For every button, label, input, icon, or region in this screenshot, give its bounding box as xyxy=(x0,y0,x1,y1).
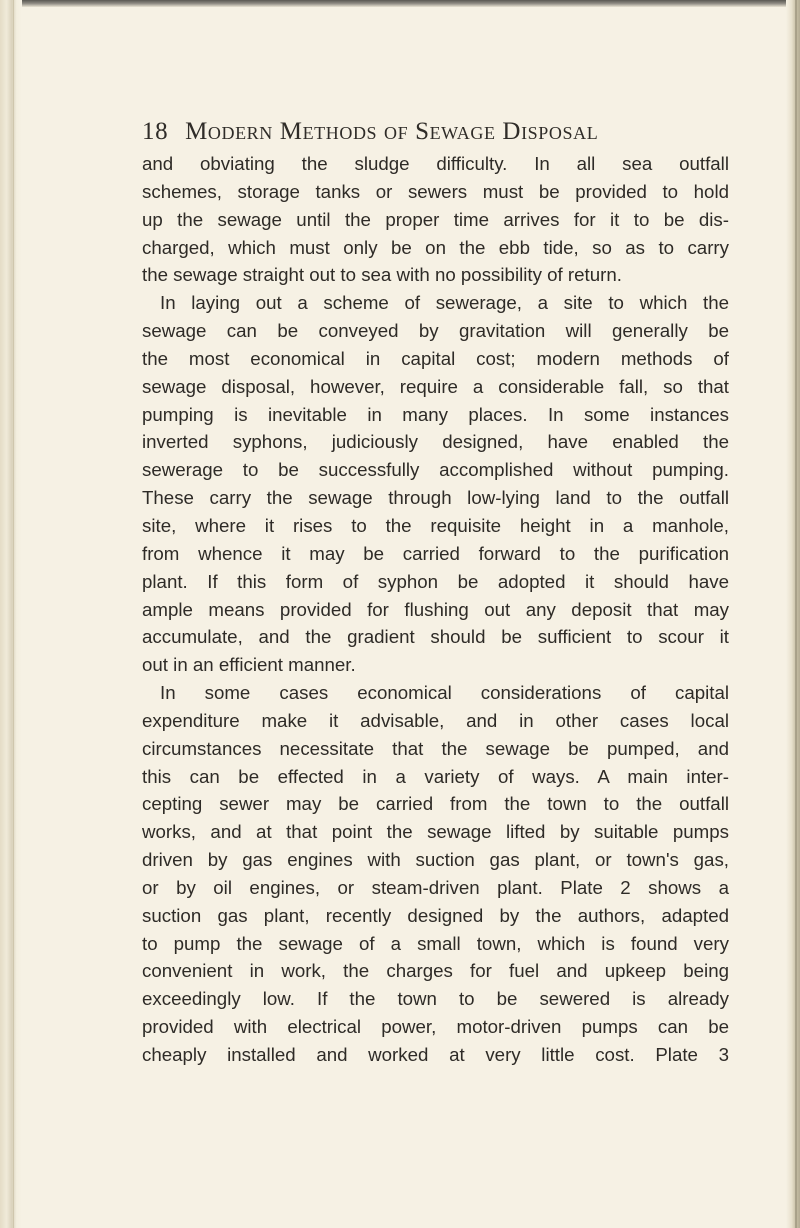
text-line: to pump the sewage of a small town, which is found very xyxy=(142,932,729,954)
text-line: driven by gas engines with suction gas plant, or town's gas, xyxy=(142,849,729,871)
text-line: from whence it may be carried forward to the purification xyxy=(142,542,729,564)
text-line: pumping is inevitable in many places. In some instances xyxy=(142,403,729,425)
text-line: suction gas plant, recently designed by the authors, adapted xyxy=(142,904,729,926)
text-line: and obviating the sludge difficulty. In all sea outfall xyxy=(142,153,729,174)
text-line: or by oil engines, or steam-driven plant. Plate 2 shows a xyxy=(142,876,729,898)
text-line: ample means provided for flushing out any deposit that may xyxy=(142,598,729,620)
text-line: These carry the sewage through low-lying land to the outfall xyxy=(142,487,729,509)
body-text xyxy=(142,150,729,1069)
text-line: convenient in work, the charges for fuel and upkeep being xyxy=(142,960,729,982)
text-line: In laying out a scheme of sewerage, a site to which the xyxy=(160,292,729,314)
page-binding-edge xyxy=(0,0,22,1228)
text-line: this can be effected in a variety of ways. A main inter- xyxy=(142,765,729,787)
text-line: accumulate, and the gradient should be sufficient to scour it xyxy=(142,626,729,648)
text-line: charged, which must only be on the ebb tide, so as to carry xyxy=(142,236,729,258)
page-top-edge xyxy=(0,0,800,7)
text-line: sewage can be conveyed by gravitation will generally be xyxy=(142,320,729,342)
text-line: circumstances necessitate that the sewage be pumped, and xyxy=(142,737,729,759)
text-line: sewage disposal, however, require a considerable fall, so that xyxy=(142,375,729,397)
running-header xyxy=(142,118,742,146)
text-line: schemes, storage tanks or sewers must be provided to hold xyxy=(142,180,729,202)
text-line: cheaply installed and worked at very little cost. Plate 3 xyxy=(142,1044,729,1065)
running-title: Modern Methods of Sewage Disposal xyxy=(185,118,599,145)
text-line: up the sewage until the proper time arrives for it to be dis- xyxy=(142,208,729,230)
text-line: the sewage straight out to sea with no possibility of return. xyxy=(142,264,622,286)
text-line: cepting sewer may be carried from the town to the outfall xyxy=(142,793,729,815)
text-line: exceedingly low. If the town to be sewered is already xyxy=(142,988,729,1010)
text-line: works, and at that point the sewage lifted by suitable pumps xyxy=(142,821,729,843)
text-line: In some cases economical considerations of capital xyxy=(160,682,729,704)
text-line: expenditure make it advisable, and in other cases local xyxy=(142,709,729,731)
text-line: the most economical in capital cost; modern methods of xyxy=(142,347,729,369)
page-number: 18 xyxy=(142,118,169,145)
text-line: sewerage to be successfully accomplished without pumping. xyxy=(142,459,729,481)
text-line: provided with electrical power, motor-driven pumps can be xyxy=(142,1016,729,1038)
page-right-edge xyxy=(786,0,800,1228)
text-line: site, where it rises to the requisite height in a manhole, xyxy=(142,514,729,536)
text-line: out in an efficient manner. xyxy=(142,654,356,676)
text-line: inverted syphons, judiciously designed, have enabled the xyxy=(142,431,729,453)
text-line: plant. If this form of syphon be adopted it should have xyxy=(142,570,729,592)
